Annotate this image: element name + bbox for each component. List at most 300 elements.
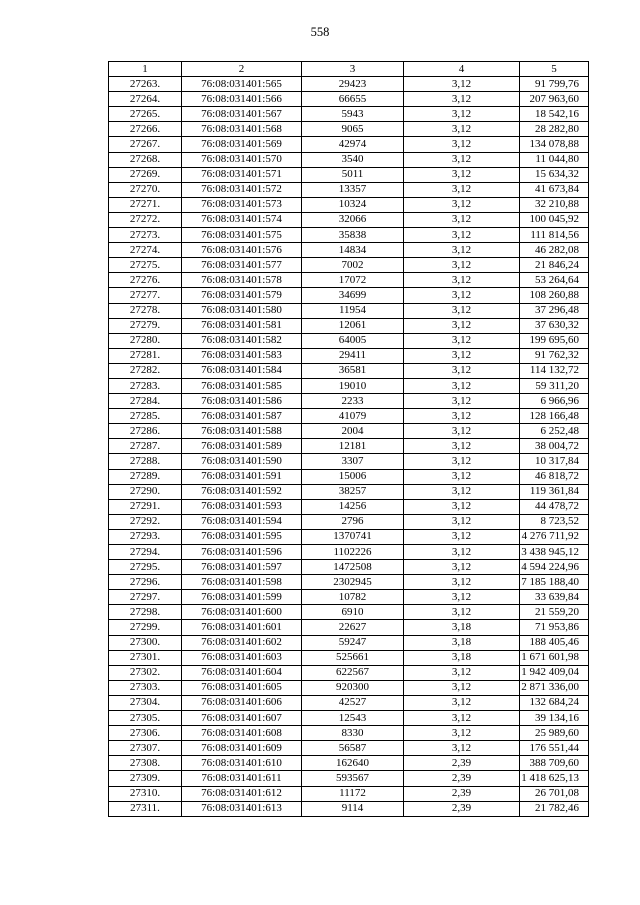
table-cell: 59 311,20 <box>520 378 589 393</box>
table-cell: 3,12 <box>404 514 520 529</box>
table-cell: 3,12 <box>404 243 520 258</box>
table-cell: 27266. <box>109 122 182 137</box>
table-cell: 7 185 188,40 <box>520 575 589 590</box>
table-cell: 176 551,44 <box>520 741 589 756</box>
table-cell: 36581 <box>302 363 404 378</box>
table-cell: 42527 <box>302 695 404 710</box>
table-cell: 38 004,72 <box>520 439 589 454</box>
table-cell: 8330 <box>302 726 404 741</box>
table-cell: 3,12 <box>404 167 520 182</box>
table-cell: 3307 <box>302 454 404 469</box>
data-table <box>108 61 589 817</box>
table-cell: 44 478,72 <box>520 499 589 514</box>
table-cell: 12543 <box>302 711 404 726</box>
table-cell: 76:08:031401:581 <box>182 318 302 333</box>
table-cell: 76:08:031401:580 <box>182 303 302 318</box>
table-cell: 100 045,92 <box>520 212 589 227</box>
table-cell: 19010 <box>302 378 404 393</box>
table-cell: 27265. <box>109 107 182 122</box>
table-cell: 76:08:031401:611 <box>182 771 302 786</box>
table-cell: 27298. <box>109 605 182 620</box>
table-cell: 27307. <box>109 741 182 756</box>
table-row <box>109 786 589 801</box>
table-cell: 2302945 <box>302 575 404 590</box>
table-cell: 29411 <box>302 348 404 363</box>
table-cell: 3,12 <box>404 228 520 243</box>
table-cell: 34699 <box>302 288 404 303</box>
table-cell: 15 634,32 <box>520 167 589 182</box>
table-row <box>109 711 589 726</box>
table-cell: 3,12 <box>404 182 520 197</box>
table-row <box>109 243 589 258</box>
column-header: 4 <box>404 62 520 77</box>
table-cell: 27268. <box>109 152 182 167</box>
table-cell: 2796 <box>302 514 404 529</box>
table-cell: 3,12 <box>404 741 520 756</box>
table-cell: 21 559,20 <box>520 605 589 620</box>
table-cell: 46 282,08 <box>520 243 589 258</box>
table-cell: 3,12 <box>404 424 520 439</box>
table-row <box>109 273 589 288</box>
table-cell: 27289. <box>109 469 182 484</box>
table-cell: 3,12 <box>404 711 520 726</box>
table-cell: 27296. <box>109 575 182 590</box>
table-row <box>109 92 589 107</box>
table-cell: 41079 <box>302 409 404 424</box>
table-row <box>109 741 589 756</box>
table-cell: 76:08:031401:610 <box>182 756 302 771</box>
table-cell: 35838 <box>302 228 404 243</box>
table-cell: 3,12 <box>404 590 520 605</box>
table-cell: 188 405,46 <box>520 635 589 650</box>
table-cell: 3,12 <box>404 726 520 741</box>
table-row <box>109 212 589 227</box>
table-cell: 3,12 <box>404 560 520 575</box>
table-cell: 76:08:031401:565 <box>182 77 302 92</box>
table-cell: 14834 <box>302 243 404 258</box>
table-cell: 76:08:031401:590 <box>182 454 302 469</box>
table-cell: 3,12 <box>404 363 520 378</box>
table-cell: 29423 <box>302 77 404 92</box>
table-cell: 76:08:031401:578 <box>182 273 302 288</box>
table-cell: 76:08:031401:586 <box>182 394 302 409</box>
table-cell: 9065 <box>302 122 404 137</box>
table-cell: 46 818,72 <box>520 469 589 484</box>
table-cell: 76:08:031401:603 <box>182 650 302 665</box>
table-cell: 27297. <box>109 590 182 605</box>
table-cell: 3,12 <box>404 409 520 424</box>
table-cell: 3,12 <box>404 197 520 212</box>
table-cell: 27264. <box>109 92 182 107</box>
table-cell: 27306. <box>109 726 182 741</box>
table-cell: 32 210,88 <box>520 197 589 212</box>
table-row <box>109 484 589 499</box>
column-header: 3 <box>302 62 404 77</box>
table-cell: 207 963,60 <box>520 92 589 107</box>
table-cell: 39 134,16 <box>520 711 589 726</box>
table-cell: 27271. <box>109 197 182 212</box>
table-row <box>109 801 589 816</box>
table-cell: 76:08:031401:598 <box>182 575 302 590</box>
table-row <box>109 363 589 378</box>
table-cell: 27308. <box>109 756 182 771</box>
table-cell: 76:08:031401:570 <box>182 152 302 167</box>
table-cell: 27276. <box>109 273 182 288</box>
table-row <box>109 771 589 786</box>
table-cell: 32066 <box>302 212 404 227</box>
table-cell: 3,12 <box>404 394 520 409</box>
table-cell: 38257 <box>302 484 404 499</box>
table-cell: 3,12 <box>404 333 520 348</box>
table-row <box>109 454 589 469</box>
table-cell: 27300. <box>109 635 182 650</box>
table-cell: 27280. <box>109 333 182 348</box>
table-cell: 27302. <box>109 665 182 680</box>
table-body <box>109 77 589 817</box>
table-cell: 27283. <box>109 378 182 393</box>
table-cell: 3,12 <box>404 454 520 469</box>
table-cell: 199 695,60 <box>520 333 589 348</box>
table-cell: 66655 <box>302 92 404 107</box>
table-cell: 76:08:031401:600 <box>182 605 302 620</box>
table-cell: 76:08:031401:566 <box>182 92 302 107</box>
table-cell: 71 953,86 <box>520 620 589 635</box>
table-cell: 27269. <box>109 167 182 182</box>
table-row <box>109 288 589 303</box>
table-cell: 388 709,60 <box>520 756 589 771</box>
table-cell: 76:08:031401:583 <box>182 348 302 363</box>
table-row <box>109 197 589 212</box>
table-cell: 76:08:031401:587 <box>182 409 302 424</box>
table-cell: 134 078,88 <box>520 137 589 152</box>
table-cell: 162640 <box>302 756 404 771</box>
table-cell: 3,12 <box>404 152 520 167</box>
table-cell: 3 438 945,12 <box>520 545 589 560</box>
table-cell: 8 723,52 <box>520 514 589 529</box>
table-cell: 27311. <box>109 801 182 816</box>
table-cell: 10782 <box>302 590 404 605</box>
table-row <box>109 333 589 348</box>
table-cell: 2233 <box>302 394 404 409</box>
table-row <box>109 514 589 529</box>
table-cell: 76:08:031401:608 <box>182 726 302 741</box>
table-cell: 3,12 <box>404 378 520 393</box>
table-cell: 27263. <box>109 77 182 92</box>
table-cell: 2,39 <box>404 756 520 771</box>
table-cell: 76:08:031401:594 <box>182 514 302 529</box>
table-cell: 525661 <box>302 650 404 665</box>
table-cell: 18 542,16 <box>520 107 589 122</box>
table-row <box>109 424 589 439</box>
table-cell: 76:08:031401:591 <box>182 469 302 484</box>
table-cell: 15006 <box>302 469 404 484</box>
table-cell: 5943 <box>302 107 404 122</box>
table-cell: 76:08:031401:572 <box>182 182 302 197</box>
table-row <box>109 439 589 454</box>
table-cell: 3,12 <box>404 529 520 544</box>
table-cell: 27270. <box>109 182 182 197</box>
table-row <box>109 348 589 363</box>
table-cell: 27285. <box>109 409 182 424</box>
table-cell: 76:08:031401:612 <box>182 786 302 801</box>
table-cell: 76:08:031401:595 <box>182 529 302 544</box>
table-cell: 76:08:031401:576 <box>182 243 302 258</box>
page-number: 558 <box>310 25 330 39</box>
table-row <box>109 499 589 514</box>
table-cell: 33 639,84 <box>520 590 589 605</box>
table-cell: 3,12 <box>404 665 520 680</box>
table-cell: 593567 <box>302 771 404 786</box>
table-cell: 27278. <box>109 303 182 318</box>
table-cell: 3,18 <box>404 650 520 665</box>
table-cell: 3,12 <box>404 212 520 227</box>
table-cell: 2,39 <box>404 771 520 786</box>
table-cell: 3,12 <box>404 575 520 590</box>
table-cell: 76:08:031401:569 <box>182 137 302 152</box>
table-cell: 114 132,72 <box>520 363 589 378</box>
table-cell: 76:08:031401:605 <box>182 680 302 695</box>
table-cell: 37 296,48 <box>520 303 589 318</box>
table-cell: 27309. <box>109 771 182 786</box>
table-cell: 3,12 <box>404 288 520 303</box>
table-cell: 3,12 <box>404 137 520 152</box>
table-cell: 6 252,48 <box>520 424 589 439</box>
table-cell: 76:08:031401:588 <box>182 424 302 439</box>
table-cell: 27272. <box>109 212 182 227</box>
table-cell: 128 166,48 <box>520 409 589 424</box>
table-cell: 76:08:031401:606 <box>182 695 302 710</box>
table-cell: 3,18 <box>404 635 520 650</box>
table-cell: 2,39 <box>404 786 520 801</box>
table-cell: 11954 <box>302 303 404 318</box>
table-row <box>109 152 589 167</box>
table-cell: 27295. <box>109 560 182 575</box>
table-cell: 12061 <box>302 318 404 333</box>
column-header: 1 <box>109 62 182 77</box>
table-cell: 3,12 <box>404 318 520 333</box>
table-cell: 5011 <box>302 167 404 182</box>
table-cell: 76:08:031401:575 <box>182 228 302 243</box>
table-row <box>109 650 589 665</box>
table-cell: 2 871 336,00 <box>520 680 589 695</box>
table-cell: 3,12 <box>404 92 520 107</box>
table-cell: 6 966,96 <box>520 394 589 409</box>
table-cell: 37 630,32 <box>520 318 589 333</box>
table-cell: 9114 <box>302 801 404 816</box>
table-cell: 91 762,32 <box>520 348 589 363</box>
table-cell: 10324 <box>302 197 404 212</box>
table-cell: 1 942 409,04 <box>520 665 589 680</box>
table-cell: 76:08:031401:593 <box>182 499 302 514</box>
table-cell: 53 264,64 <box>520 273 589 288</box>
table-cell: 27274. <box>109 243 182 258</box>
table-cell: 76:08:031401:592 <box>182 484 302 499</box>
table-cell: 1 418 625,13 <box>520 771 589 786</box>
table-cell: 4 594 224,96 <box>520 560 589 575</box>
table-row <box>109 409 589 424</box>
table-cell: 76:08:031401:607 <box>182 711 302 726</box>
table-cell: 76:08:031401:589 <box>182 439 302 454</box>
table-row <box>109 605 589 620</box>
table-cell: 76:08:031401:613 <box>182 801 302 816</box>
table-cell: 920300 <box>302 680 404 695</box>
table-cell: 27267. <box>109 137 182 152</box>
table-row <box>109 122 589 137</box>
table-cell: 21 782,46 <box>520 801 589 816</box>
table-cell: 3,12 <box>404 122 520 137</box>
table-cell: 26 701,08 <box>520 786 589 801</box>
table-cell: 1 671 601,98 <box>520 650 589 665</box>
table-cell: 27304. <box>109 695 182 710</box>
table-cell: 14256 <box>302 499 404 514</box>
table-cell: 108 260,88 <box>520 288 589 303</box>
table-cell: 27288. <box>109 454 182 469</box>
table-cell: 1102226 <box>302 545 404 560</box>
table-cell: 27284. <box>109 394 182 409</box>
table-cell: 27305. <box>109 711 182 726</box>
table-row <box>109 665 589 680</box>
table-row <box>109 303 589 318</box>
table-cell: 27282. <box>109 363 182 378</box>
table-row <box>109 378 589 393</box>
table-cell: 25 989,60 <box>520 726 589 741</box>
table-cell: 3,12 <box>404 484 520 499</box>
table-cell: 76:08:031401:571 <box>182 167 302 182</box>
table-cell: 2,39 <box>404 801 520 816</box>
table-row <box>109 167 589 182</box>
table-cell: 12181 <box>302 439 404 454</box>
table-cell: 2004 <box>302 424 404 439</box>
table-cell: 3,12 <box>404 303 520 318</box>
table-cell: 3,12 <box>404 439 520 454</box>
table-cell: 42974 <box>302 137 404 152</box>
table-row <box>109 620 589 635</box>
table-cell: 27275. <box>109 258 182 273</box>
table-cell: 76:08:031401:585 <box>182 378 302 393</box>
table-cell: 27277. <box>109 288 182 303</box>
table-cell: 27293. <box>109 529 182 544</box>
table-cell: 22627 <box>302 620 404 635</box>
table-cell: 3,12 <box>404 545 520 560</box>
table-cell: 27286. <box>109 424 182 439</box>
table-row <box>109 394 589 409</box>
table-cell: 3,12 <box>404 348 520 363</box>
table-row <box>109 726 589 741</box>
table-row <box>109 529 589 544</box>
table-row <box>109 77 589 92</box>
table-cell: 56587 <box>302 741 404 756</box>
table-cell: 64005 <box>302 333 404 348</box>
table-cell: 13357 <box>302 182 404 197</box>
table-cell: 3,18 <box>404 620 520 635</box>
table-cell: 3,12 <box>404 605 520 620</box>
table-cell: 76:08:031401:604 <box>182 665 302 680</box>
table-row <box>109 756 589 771</box>
table-row <box>109 318 589 333</box>
table-cell: 76:08:031401:609 <box>182 741 302 756</box>
table-cell: 10 317,84 <box>520 454 589 469</box>
table-cell: 27290. <box>109 484 182 499</box>
table-row <box>109 635 589 650</box>
table-cell: 11 044,80 <box>520 152 589 167</box>
table-cell: 7002 <box>302 258 404 273</box>
table-cell: 41 673,84 <box>520 182 589 197</box>
table-cell: 76:08:031401:582 <box>182 333 302 348</box>
table-row <box>109 560 589 575</box>
table-cell: 76:08:031401:599 <box>182 590 302 605</box>
table-row <box>109 575 589 590</box>
table-cell: 27294. <box>109 545 182 560</box>
table-row <box>109 258 589 273</box>
table-cell: 1472508 <box>302 560 404 575</box>
table-cell: 622567 <box>302 665 404 680</box>
table-cell: 27287. <box>109 439 182 454</box>
table-cell: 27301. <box>109 650 182 665</box>
header-row <box>109 62 589 77</box>
table-cell: 4 276 711,92 <box>520 529 589 544</box>
table-cell: 76:08:031401:573 <box>182 197 302 212</box>
table-row <box>109 137 589 152</box>
table-cell: 27291. <box>109 499 182 514</box>
table-cell: 76:08:031401:574 <box>182 212 302 227</box>
table-cell: 6910 <box>302 605 404 620</box>
table-cell: 21 846,24 <box>520 258 589 273</box>
table-cell: 76:08:031401:596 <box>182 545 302 560</box>
table-cell: 27292. <box>109 514 182 529</box>
table-cell: 3,12 <box>404 258 520 273</box>
table-row <box>109 107 589 122</box>
table-cell: 28 282,80 <box>520 122 589 137</box>
table-cell: 1370741 <box>302 529 404 544</box>
table-cell: 27273. <box>109 228 182 243</box>
table-row <box>109 469 589 484</box>
table-cell: 3,12 <box>404 273 520 288</box>
table-cell: 76:08:031401:602 <box>182 635 302 650</box>
table-cell: 3,12 <box>404 107 520 122</box>
table-row <box>109 695 589 710</box>
table-cell: 76:08:031401:601 <box>182 620 302 635</box>
table-cell: 119 361,84 <box>520 484 589 499</box>
table-cell: 76:08:031401:579 <box>182 288 302 303</box>
table-cell: 76:08:031401:597 <box>182 560 302 575</box>
table-cell: 59247 <box>302 635 404 650</box>
table-cell: 3540 <box>302 152 404 167</box>
table-cell: 27310. <box>109 786 182 801</box>
table-cell: 76:08:031401:567 <box>182 107 302 122</box>
table-cell: 27303. <box>109 680 182 695</box>
table-cell: 3,12 <box>404 469 520 484</box>
table-row <box>109 590 589 605</box>
table-cell: 76:08:031401:577 <box>182 258 302 273</box>
table-row <box>109 228 589 243</box>
table-cell: 132 684,24 <box>520 695 589 710</box>
table-cell: 3,12 <box>404 77 520 92</box>
table-cell: 76:08:031401:568 <box>182 122 302 137</box>
column-header: 2 <box>182 62 302 77</box>
table-cell: 76:08:031401:584 <box>182 363 302 378</box>
table-row <box>109 182 589 197</box>
table-cell: 27281. <box>109 348 182 363</box>
table-cell: 3,12 <box>404 680 520 695</box>
column-header: 5 <box>520 62 589 77</box>
table-cell: 11172 <box>302 786 404 801</box>
table-cell: 27279. <box>109 318 182 333</box>
table-cell: 27299. <box>109 620 182 635</box>
table-cell: 91 799,76 <box>520 77 589 92</box>
table-cell: 3,12 <box>404 695 520 710</box>
table-row <box>109 545 589 560</box>
table-cell: 111 814,56 <box>520 228 589 243</box>
